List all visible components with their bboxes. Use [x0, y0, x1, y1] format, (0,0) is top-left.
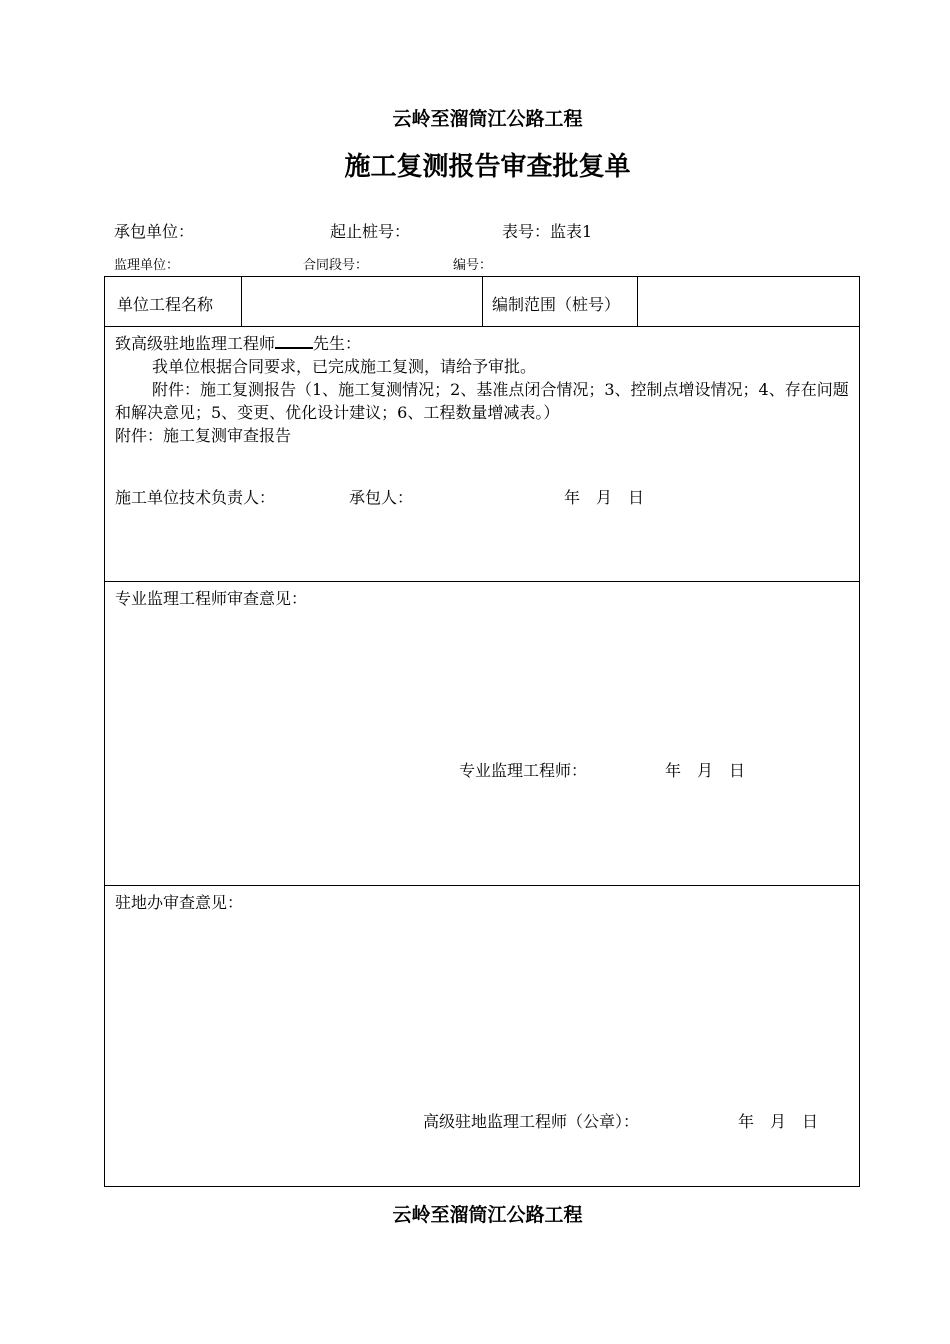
specialist-date-label: 年 月 日 — [665, 761, 746, 780]
tech-lead-label: 施工单位技术负责人： — [115, 488, 276, 507]
request-date-label: 年 月 日 — [564, 488, 645, 507]
name-blank — [275, 333, 313, 349]
request-line: 我单位根据合同要求，已完成施工复测，请给予审批。 — [152, 357, 537, 376]
divider — [105, 326, 859, 327]
form-title: 施工复测报告审查批复单 — [344, 152, 631, 182]
divider — [637, 277, 638, 327]
form-number-label: 表号：监表1 — [502, 222, 593, 241]
addressee-line: 致高级驻地监理工程师 先生： — [115, 334, 362, 353]
unit-project-label: 单位工程名称 — [117, 295, 214, 314]
divider — [482, 277, 483, 327]
request-section — [115, 332, 853, 447]
divider — [241, 277, 242, 327]
supervisor-label: 监理单位： — [114, 258, 180, 273]
attachment-detail: 附件：施工复测报告（1、施工复测情况；2、基准点闭合情况；3、控制点增设情况；4、存在问题和解决意见；5、变更、优化设计建议；6、工程数量增减表。） — [115, 380, 849, 422]
divider — [105, 581, 859, 582]
resident-opinion-title: 驻地办审查意见： — [115, 893, 244, 912]
approval-form-table — [104, 276, 860, 1187]
attachment-2: 附件：施工复测审查报告 — [115, 426, 292, 445]
specialist-sign-label: 专业监理工程师： — [459, 761, 588, 780]
contractor-sign-label: 承包人： — [349, 488, 414, 507]
unit-project-value[interactable] — [250, 292, 475, 312]
number-label: 编号： — [453, 258, 493, 273]
footer-project-name: 云岭至溜筒江公路工程 — [392, 1204, 583, 1226]
range-label: 编制范围（桩号） — [492, 295, 621, 314]
resident-date-label: 年 月 日 — [738, 1112, 819, 1131]
divider — [105, 885, 859, 886]
range-value[interactable] — [646, 292, 851, 312]
contractor-label: 承包单位： — [114, 222, 195, 241]
specialist-opinion-title: 专业监理工程师审查意见： — [115, 589, 308, 608]
station-label: 起止桩号： — [330, 222, 411, 241]
project-name-title: 云岭至溜筒江公路工程 — [392, 108, 583, 130]
contract-section-label: 合同段号： — [303, 258, 369, 273]
resident-sign-label: 高级驻地监理工程师（公章）： — [423, 1112, 640, 1131]
